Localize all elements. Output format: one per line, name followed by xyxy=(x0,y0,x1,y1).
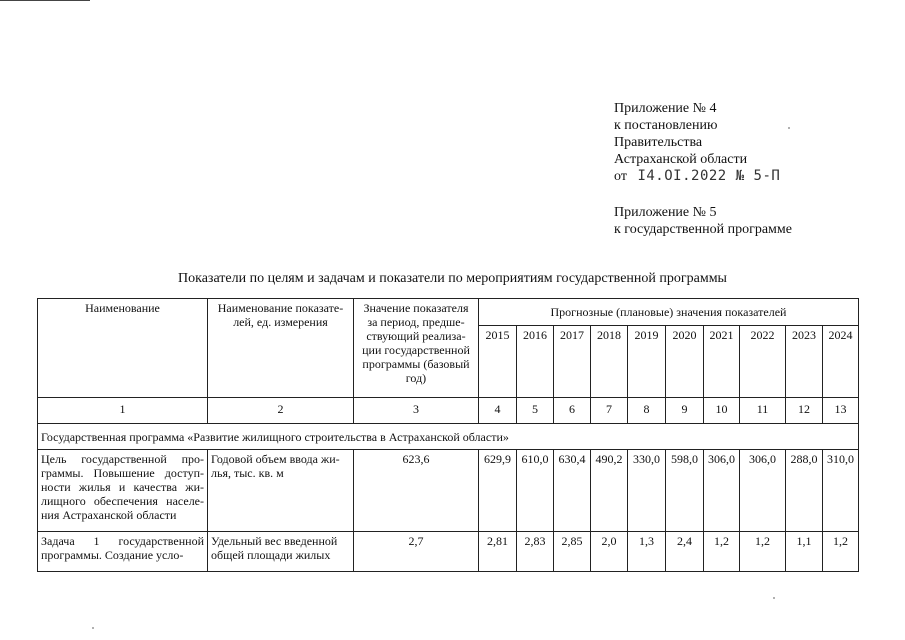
column-number: 9 xyxy=(666,398,704,424)
column-number: 10 xyxy=(704,398,740,424)
scan-speck xyxy=(788,127,790,129)
table-row xyxy=(38,532,859,572)
program-row xyxy=(38,424,859,450)
column-number: 3 xyxy=(354,398,479,424)
header-year: 2018 xyxy=(591,326,628,398)
row-indicator: Годовой объем ввода жи-лья, тыс. кв. м xyxy=(208,450,354,532)
column-number: 11 xyxy=(740,398,786,424)
row-value: 598,0 xyxy=(666,450,704,532)
row-value: 306,0 xyxy=(740,450,786,532)
row-value: 629,9 xyxy=(479,450,517,532)
row-value: 2,4 xyxy=(666,532,704,572)
appendix-4-line-3: Правительства xyxy=(614,135,703,150)
column-number: 8 xyxy=(628,398,666,424)
scan-speck xyxy=(773,597,775,599)
appendix-5-block xyxy=(614,204,792,238)
header-year: 2024 xyxy=(823,326,859,398)
column-number: 4 xyxy=(479,398,517,424)
indicators-table xyxy=(37,298,859,572)
date-number-stamp: I4.OI.2022 № 5-П xyxy=(637,168,781,184)
row-value: 630,4 xyxy=(554,450,591,532)
row-value: 310,0 xyxy=(823,450,859,532)
column-number: 1 xyxy=(38,398,208,424)
row-value: 330,0 xyxy=(628,450,666,532)
row-value: 288,0 xyxy=(786,450,823,532)
row-value: 610,0 xyxy=(517,450,554,532)
column-number: 2 xyxy=(208,398,354,424)
row-name: Цель государственной про-граммы. Повышение доступ-ности жилья и качества жи-лищного обеспечения населе-ния Астраханской области xyxy=(38,450,208,532)
appendix-4-date-line xyxy=(614,168,780,185)
header-year: 2015 xyxy=(479,326,517,398)
header-forecast: Прогнозные (плановые) значения показателей xyxy=(479,299,859,326)
row-value: 2,83 xyxy=(517,532,554,572)
appendix-4-line-2: к постановлению xyxy=(614,118,718,133)
appendix-5-title: Приложение № 5 xyxy=(614,205,717,220)
row-base-value: 2,7 xyxy=(354,532,479,572)
row-value: 1,2 xyxy=(823,532,859,572)
row-value: 1,2 xyxy=(704,532,740,572)
appendix-4-title: Приложение № 4 xyxy=(614,101,717,116)
row-value: 1,1 xyxy=(786,532,823,572)
row-value: 2,0 xyxy=(591,532,628,572)
row-value: 490,2 xyxy=(591,450,628,532)
row-base-value: 623,6 xyxy=(354,450,479,532)
header-year: 2017 xyxy=(554,326,591,398)
header-indicator: Наименование показате-лей, ед. измерения xyxy=(208,299,354,398)
document-title: Показатели по целям и задачам и показатели по мероприятиям государственной программы xyxy=(178,271,727,286)
column-number: 5 xyxy=(517,398,554,424)
table-row xyxy=(38,450,859,532)
column-number: 6 xyxy=(554,398,591,424)
row-value: 2,85 xyxy=(554,532,591,572)
header-base-value: Значение показателя за период, предше-ствующий реализа-ции государственной программы (базовый год) xyxy=(354,299,479,398)
column-number: 7 xyxy=(591,398,628,424)
appendix-4-block xyxy=(614,100,780,185)
top-rule xyxy=(0,0,90,1)
appendix-4-line-4: Астраханской области xyxy=(614,152,748,167)
row-value: 306,0 xyxy=(704,450,740,532)
column-number-row xyxy=(38,398,859,424)
appendix-5-line-2: к государственной программе xyxy=(614,222,792,237)
row-value: 2,81 xyxy=(479,532,517,572)
header-year: 2021 xyxy=(704,326,740,398)
row-value: 1,2 xyxy=(740,532,786,572)
date-prefix: от xyxy=(614,169,627,184)
column-number: 13 xyxy=(823,398,859,424)
header-year: 2022 xyxy=(740,326,786,398)
header-row xyxy=(38,299,859,326)
column-number: 12 xyxy=(786,398,823,424)
row-indicator: Удельный вес введенной общей площади жилых xyxy=(208,532,354,572)
scan-speck xyxy=(92,627,94,629)
header-year: 2023 xyxy=(786,326,823,398)
header-year: 2019 xyxy=(628,326,666,398)
header-year: 2020 xyxy=(666,326,704,398)
row-value: 1,3 xyxy=(628,532,666,572)
header-name: Наименование xyxy=(38,299,208,398)
program-name: Государственная программа «Развитие жилищного строительства в Астраханской области» xyxy=(38,424,859,450)
row-name: Задача 1 государственной программы. Создание усло- xyxy=(38,532,208,572)
header-year: 2016 xyxy=(517,326,554,398)
